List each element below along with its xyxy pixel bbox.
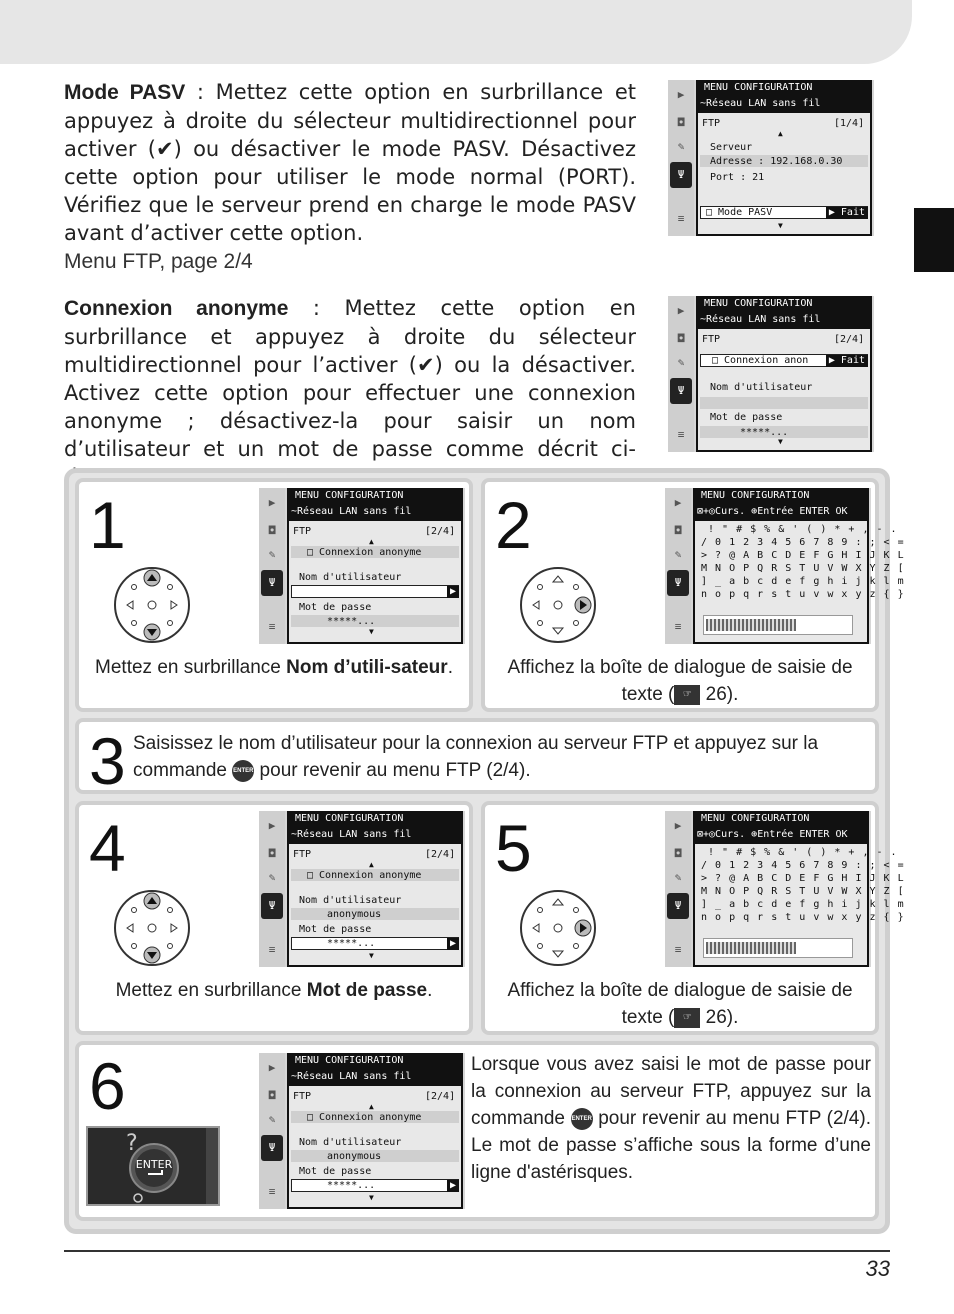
step-6-text: Lorsque vous avez saisi le mot de passe pour la connexion au serveur FTP, appuyez sur la commande ENTER pour revenir au menu FTP (2/4). Le mot de passe s’affiche sous la forme d’une ligne d'astérisques. — [471, 1054, 871, 1183]
multi-selector-right-icon — [519, 889, 597, 967]
playback-icon: ▶ — [674, 496, 682, 509]
list-icon: ≡ — [674, 943, 682, 956]
footer-rule — [64, 1250, 890, 1252]
pencil-icon: ✎ — [677, 356, 685, 369]
camera-icon: ◘ — [677, 332, 685, 345]
step-4-box — [75, 801, 473, 1035]
page-number: 33 — [865, 1256, 890, 1281]
step-4-caption: Mettez en surbrillance Mot de passe. — [115, 980, 433, 1001]
step-5-caption: Affichez la boîte de dialogue de saisie de texte ( ☞ 26). — [507, 980, 853, 1028]
step-1-box — [75, 478, 473, 712]
lcd-menu-title: MENU CONFIGURATION — [696, 80, 872, 96]
camera-icon: ◘ — [677, 116, 685, 129]
lcd-ftp-page2-anon: ▶ ◘ ✎ Ψ ≡ MENU CONFIGURATION ~Réseau LAN sans fil FTP [2/4] □ Connexion anon ▶ Fait Nom d'utilisateur Mot de passe *****... ▼ — [668, 296, 874, 452]
enter-button-photo — [86, 1126, 220, 1206]
lcd-subtitle: ~Réseau LAN sans fil — [696, 96, 872, 112]
playback-icon: ▶ — [677, 88, 685, 101]
playback-icon: ▶ — [677, 304, 685, 317]
pencil-icon: ✎ — [677, 140, 685, 153]
step-3-number: 3 — [89, 724, 126, 798]
pencil-icon: ✎ — [268, 871, 276, 884]
playback-icon: ▶ — [268, 1061, 276, 1074]
list-icon: ≡ — [268, 620, 276, 633]
multi-selector-up-down-icon — [113, 566, 191, 644]
lcd-body — [698, 113, 870, 234]
top-banner — [0, 0, 912, 64]
pencil-icon: ✎ — [268, 1113, 276, 1126]
menu-ftp-page-label: Menu FTP, page 2/4 — [64, 250, 253, 273]
svg-text:?: ? — [126, 1131, 138, 1156]
wrench-icon: Ψ — [670, 378, 692, 404]
lcd-page-indicator: [1/4] — [834, 118, 865, 129]
lcd-serveur: Serveur — [710, 142, 753, 153]
step-2-box — [481, 478, 905, 712]
pencil-icon: ✎ — [674, 548, 682, 561]
step-2-caption: Affichez la boîte de dialogue de saisie de texte ( ☞ 26). — [507, 657, 853, 705]
camera-icon: ◘ — [268, 847, 276, 860]
camera-icon: ◘ — [268, 524, 276, 537]
enter-icon: ENTER — [571, 1108, 593, 1130]
lcd-keyboard-chars: ! " # $ % & ' ( ) * + , . / 0 1 2 3 4 5 6 7 8 9 : ; = > ? @ A B C D E F G H I J L M N O P Q R S T U V W X Y [ ] _ a b c d e f g h i j k m n o p q r s t u v w x y z } — [701, 524, 905, 600]
lcd-text-entry — [703, 615, 853, 635]
wrench-icon: Ψ — [261, 1135, 283, 1161]
playback-icon: ▶ — [268, 819, 276, 832]
playback-icon: ▶ — [268, 496, 276, 509]
lcd-screen — [696, 80, 872, 236]
enter-button-icon — [88, 1128, 218, 1204]
anon-paragraph — [64, 294, 636, 491]
lcd-keyboard-help: ⊠+◎Curs. ⊕Entrée ENTER OK — [693, 504, 869, 520]
step-6-number: 6 — [89, 1049, 126, 1123]
anon-label: Connexion anonyme — [64, 297, 289, 320]
step-1-caption: Mettez en surbrillance Nom d’utili-sateur. — [95, 657, 453, 678]
step-4-number: 4 — [89, 811, 126, 885]
wrench-icon: Ψ — [670, 162, 692, 188]
lcd-ftp-page1 — [668, 80, 874, 236]
anon-text: : Mettez cette option en surbrillance et appuyez à droite du sélecteur multidirectionnel pour l’activer (✔) ou la désactiver. Activez cette option pour effectuer une connexion anonyme ; désactivez-la pour saisir un nom d’utilisateur et un mot de passe comme décrit ci- — [64, 296, 636, 461]
step-3-text: Saisissez le nom d’utilisateur pour la connexion au serveur FTP et appuyez sur la commande ENTER pour revenir au menu FTP (2/4). — [133, 733, 819, 781]
list-icon: ≡ — [268, 1185, 276, 1198]
lcd-step5-keyboard: ▶ ◘ ✎ Ψ ≡ MENU CONFIGURATION ⊠+◎Curs. ⊕Entrée ENTER OK ! " # $ % & ' ( ) * + , . / 0 1 2 3 4 5 6 7 8 9 : ; = > ? @ A B C D E F G H I J L M N O P Q R S T U V W X Y [ ] _ a b c d e f g h i j k m n o p q r s t u v w x y z } — [665, 811, 871, 967]
lcd-step4: ▶ ◘ ✎ Ψ ≡ MENU CONFIGURATION ~Réseau LAN sans fil FTP [2/4] ▲ □ Connexion anonyme Nom d'utilisateur anonymous Mot de passe *****... ▶ ▼ — [259, 811, 465, 967]
step-5-box — [481, 801, 905, 1035]
pasv-label: Mode PASV — [64, 81, 186, 104]
enter-icon: ENTER — [232, 760, 254, 782]
wrench-icon: Ψ — [261, 570, 283, 596]
list-icon: ≡ — [268, 943, 276, 956]
camera-icon: ◘ — [268, 1089, 276, 1102]
pasv-paragraph — [64, 78, 636, 247]
lcd-mode-pasv: □ Mode PASV — [706, 207, 773, 218]
step-1-number: 1 — [89, 488, 126, 562]
step-2-number: 2 — [495, 488, 532, 562]
lcd-port: Port : 21 — [710, 172, 765, 183]
pencil-icon: ✎ — [674, 871, 682, 884]
multi-selector-right-icon — [519, 566, 597, 644]
svg-text:ENTER: ENTER — [135, 1158, 173, 1171]
step-3-box — [75, 718, 879, 798]
list-icon: ≡ — [677, 212, 685, 225]
pasv-text: : Mettez cette option en surbrillance et appuyez à droite du sélecteur multidirectionnel pour activer (✔) ou désactiver le mode PASV. Désactivez cette option pour utiliser le mode normal (PORT). Vérifiez que le serveur prend en charge le mode PASV avant d’activer cette option. — [64, 80, 637, 245]
section-tab — [914, 208, 954, 272]
list-icon: ≡ — [674, 620, 682, 633]
lcd-step6: ▶ ◘ ✎ Ψ ≡ MENU CONFIGURATION ~Réseau LAN sans fil FTP [2/4] ▲ □ Connexion anonyme Nom d'utilisateur anonymous Mot de passe *****... ▶ ▼ — [259, 1053, 465, 1209]
playback-icon: ▶ — [674, 819, 682, 832]
step-5-number: 5 — [495, 811, 532, 885]
wrench-icon: Ψ — [667, 893, 689, 919]
pencil-icon: ✎ — [268, 548, 276, 561]
reference-icon: ☞ — [674, 1008, 700, 1028]
lcd-menu-tabs — [668, 80, 694, 236]
camera-icon: ◘ — [674, 847, 682, 860]
lcd-fait: ▶ Fait — [826, 207, 868, 219]
wrench-icon: Ψ — [667, 570, 689, 596]
up-arrow-icon: ▲ — [778, 129, 783, 138]
down-arrow-icon: ▼ — [778, 221, 783, 230]
lcd-step2-keyboard: ▶ ◘ ✎ Ψ ≡ MENU CONFIGURATION ⊠+◎Curs. ⊕Entrée ENTER OK ! " # $ % & ' ( ) * + , . / 0 1 2 3 4 5 6 7 8 9 : ; = > ? @ A B C D E F G H I J L M N O P Q R S T U V W X Y [ ] _ a b c d e f g h i j k m n o p q r s t u v w x y z } — [665, 488, 871, 644]
wrench-icon: Ψ — [261, 893, 283, 919]
multi-selector-up-down-icon — [113, 889, 191, 967]
lcd-step1: ▶ ◘ ✎ Ψ ≡ MENU CONFIGURATION ~Réseau LAN sans fil FTP [2/4] ▲ □ Connexion anonyme Nom d'utilisateur ▶ Mot de passe *****... ▼ — [259, 488, 465, 644]
lcd-ftp-label: FTP — [702, 118, 721, 129]
lcd-adresse: Adresse : 192.168.0.30 — [710, 156, 843, 167]
reference-icon: ☞ — [674, 685, 700, 705]
list-icon: ≡ — [677, 428, 685, 441]
camera-icon: ◘ — [674, 524, 682, 537]
